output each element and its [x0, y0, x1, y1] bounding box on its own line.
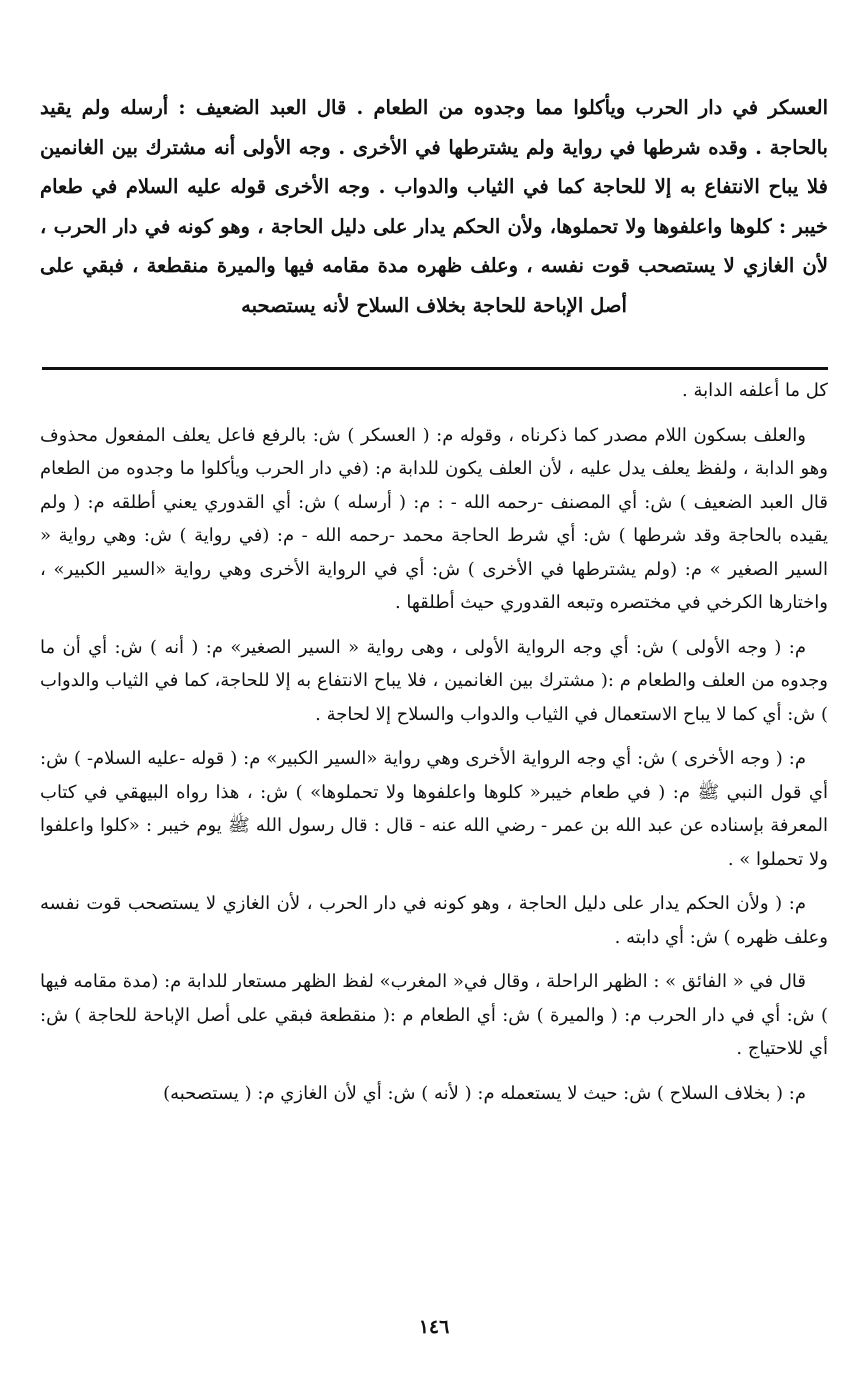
main-text-paragraph: العسكر في دار الحرب ويأكلوا مما وجدوه من الطعام . قال العبد الضعيف : أرسله ولم يقيد بالحاجة . وقده شرطها في رواية ولم يشترطها في الأخرى . وجه الأولى أنه مشترك بين الغانمين فلا يباح الانتفاع به إلا للحاجة كما في الثياب والدواب . وجه الأخرى قوله عليه السلام في طعام خيبر : كلوها واعلفوها ولا تحملوها، ولأن الحكم يدار على دليل الحاجة ، وهو كونه في دار الحرب ، لأن الغازي لا يستصحب قوت نفسه ، وعلف ظهره مدة مقامه فيها والميرة منقطعة ، فبقي على أصل الإباحة للحاجة بخلاف السلاح لأنه يستصحبه: [40, 96, 828, 317]
commentary-paragraph-6: قال في « الفائق » : الظهر الراحلة ، وقال في« المغرب» لفظ الظهر مستعار للدابة م: (مدة مقامه فيها ) ش: أي في دار الحرب م: ( والميرة ) ش: أي الطعام م :( منقطعة فبقي على أصل الإباحة للحاجة ) ش: أي للاحتياج .: [40, 971, 828, 1059]
commentary-paragraph-1: كل ما أعلفه الدابة .: [682, 380, 828, 401]
commentary-paragraph-3: م: ( وجه الأولى ) ش: أي وجه الرواية الأولى ، وهى رواية « السير الصغير» م: ( أنه ) ش: أي أن ما وجدوه من العلف والطعام م :( مشترك بين الغانمين ، فلا يباح الانتفاع به إلا للحاجة، كما في الثياب والدواب ) ش: أي كما لا يباح الاستعمال في الثياب والدواب والسلاح إلا لحاجة .: [40, 636, 828, 725]
page-number: ١٤٦: [418, 1316, 450, 1338]
commentary-paragraph-5: م: ( ولأن الحكم يدار على دليل الحاجة ، وهو كونه في دار الحرب ، لأن الغازي لا يستصحب قوت نفسه وعلف ظهره ) ش: أي دابته .: [40, 893, 828, 948]
separator-rule: [42, 367, 828, 370]
commentary-paragraph-7: م: ( بخلاف السلاح ) ش: حيث لا يستعمله م: ( لأنه ) ش: أي لأن الغازي م: ( يستصحبه): [163, 1082, 806, 1104]
main-text-block: [40, 88, 828, 325]
commentary-paragraph-4: م: ( وجه الأخرى ) ش: أي وجه الرواية الأخرى وهي رواية «السير الكبير» م: ( قوله -عليه السلام- ) ش: أي قول النبي ﷺ م: ( في طعام خيبر« كلوها واعلفوها ولا تحملوها» ) ش: ، هذا رواه البيهقي في كتاب المعرفة بإسناده عن عبد الله بن عمر - رضي الله عنه - قال : قال رسول الله ﷺ يوم خيبر : «كلوا واعلفوا ولا تحملوا » .: [40, 748, 828, 870]
book-page: [40, 0, 828, 1376]
commentary-paragraph-2: والعلف بسكون اللام مصدر كما ذكرناه ، وقوله م: ( العسكر ) ش: بالرفع فاعل يعلف المفعول محذوف وهو الدابة ، ولفظ يعلف يدل عليه ، لأن العلف يكون للدابة م: (في دار الحرب ويأكلوا ما وجدوه من الطعام قال العبد الضعيف ) ش: أي المصنف -رحمه الله - : م: ( أرسله ) ش: أي القدوري يعني أطلقه م: ( ولم يقيده بالحاجة وقد شرطها ) ش: أي شرط الحاجة محمد -رحمه الله - م: (في رواية ) ش: وهي رواية « السير الصغير » م: (ولم يشترطها في الأخرى ) ش: أي في الرواية الأخرى وهي رواية «السير الكبير» ، واختارها الكرخي في مختصره وتبعه القدوري حيث أطلقها .: [40, 424, 828, 613]
commentary-block: [40, 374, 828, 1121]
